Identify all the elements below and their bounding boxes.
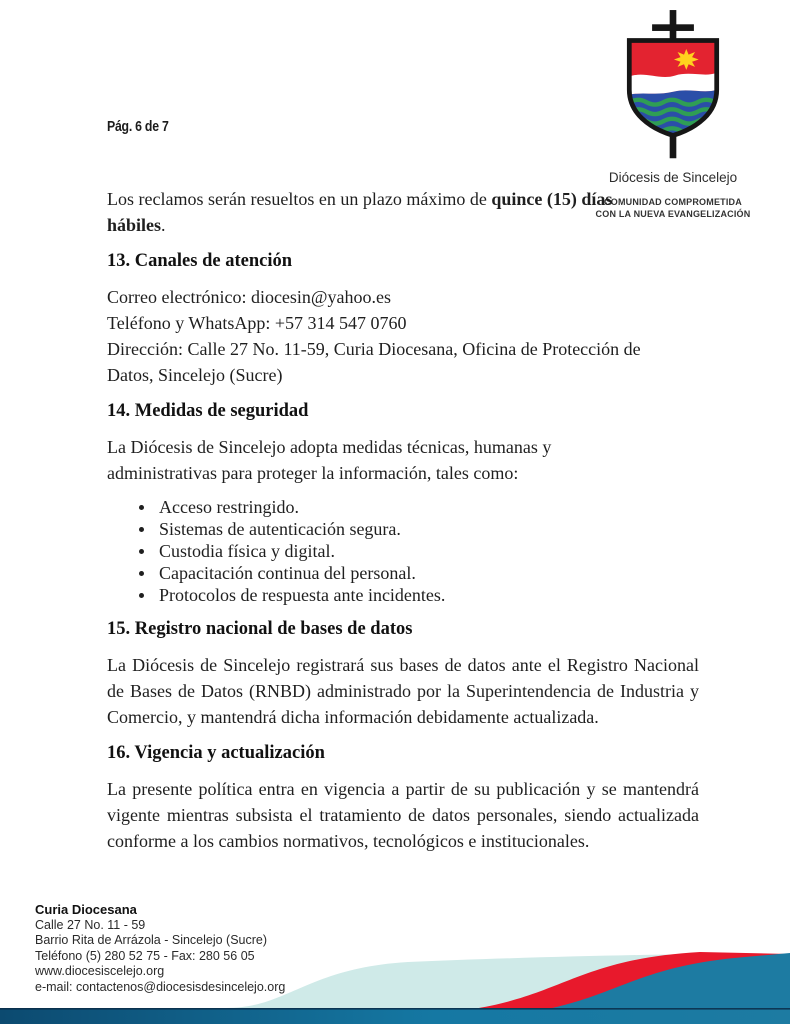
footer-address-block: [35, 902, 285, 995]
cross-arm: [652, 24, 694, 31]
shield-sun: [674, 49, 699, 70]
bottom-strip: [0, 1008, 790, 1024]
footer-org-name: Curia Diocesana: [35, 902, 137, 917]
document-body: [107, 186, 699, 864]
bottom-strip-edge: [0, 1008, 790, 1010]
section-14-heading: 14. Medidas de seguridad: [107, 401, 309, 421]
section-13-heading: 13. Canales de atención: [107, 251, 292, 271]
list-item: Protocolos de respuesta ante incidentes.: [107, 584, 699, 606]
list-item: Capacitación continua del personal.: [107, 562, 699, 584]
list-item: Acceso restringido.: [107, 496, 699, 518]
section-16-heading: 16. Vigencia y actualización: [107, 743, 325, 763]
diocese-shield-icon: [616, 6, 730, 168]
section-15-paragraph: La Diócesis de Sincelejo registrará sus bases de datos ante el Registro Nacional de Bases de Datos (RNBD) administrado por la Superintendencia de Industria y Comercio, y mantendrá dicha información debidamente actualizada.: [107, 655, 699, 727]
diocese-name: Diócesis de Sincelejo: [608, 170, 738, 185]
section-13-contact-lines: Correo electrónico: diocesin@yahoo.es Teléfono y WhatsApp: +57 314 547 0760 Dirección: Calle 27 No. 11-59, Curia Diocesana, Oficina de Protección de Datos, Sincelejo (Sucre): [107, 287, 641, 385]
list-item: Sistemas de autenticación segura.: [107, 518, 699, 540]
diocese-motto: COMUNIDAD COMPROMETIDA CON LA NUEVA EVANGELIZACIÓN: [595, 197, 751, 219]
section-15-heading: 15. Registro nacional de bases de datos: [107, 619, 413, 639]
section-14-paragraph: La Diócesis de Sincelejo adopta medidas técnicas, humanas y administrativas para proteger la información, tales como:: [107, 437, 552, 483]
page-number-label: Pág. 6 de 7: [107, 118, 169, 135]
intro-paragraph: Los reclamos serán resueltos en un plazo máximo de quince (15) días hábiles.: [107, 189, 613, 235]
security-measures-list: [107, 496, 699, 606]
footer-contact-lines: Calle 27 No. 11 - 59 Barrio Rita de Arrázola - Sincelejo (Sucre) Teléfono (5) 280 52 75 - Fax: 280 56 05 www.diocesiscelejo.org e-mail: contactenos@diocesisdesincelejo.org: [35, 917, 286, 994]
section-16-paragraph: La presente política entra en vigencia a partir de su publicación y se mantendrá vigente mientras subsista el tratamiento de datos personales, siendo actualizada conforme a los cambios normativos, tecnológicos e institucionales.: [107, 779, 699, 851]
list-item: Custodia física y digital.: [107, 540, 699, 562]
